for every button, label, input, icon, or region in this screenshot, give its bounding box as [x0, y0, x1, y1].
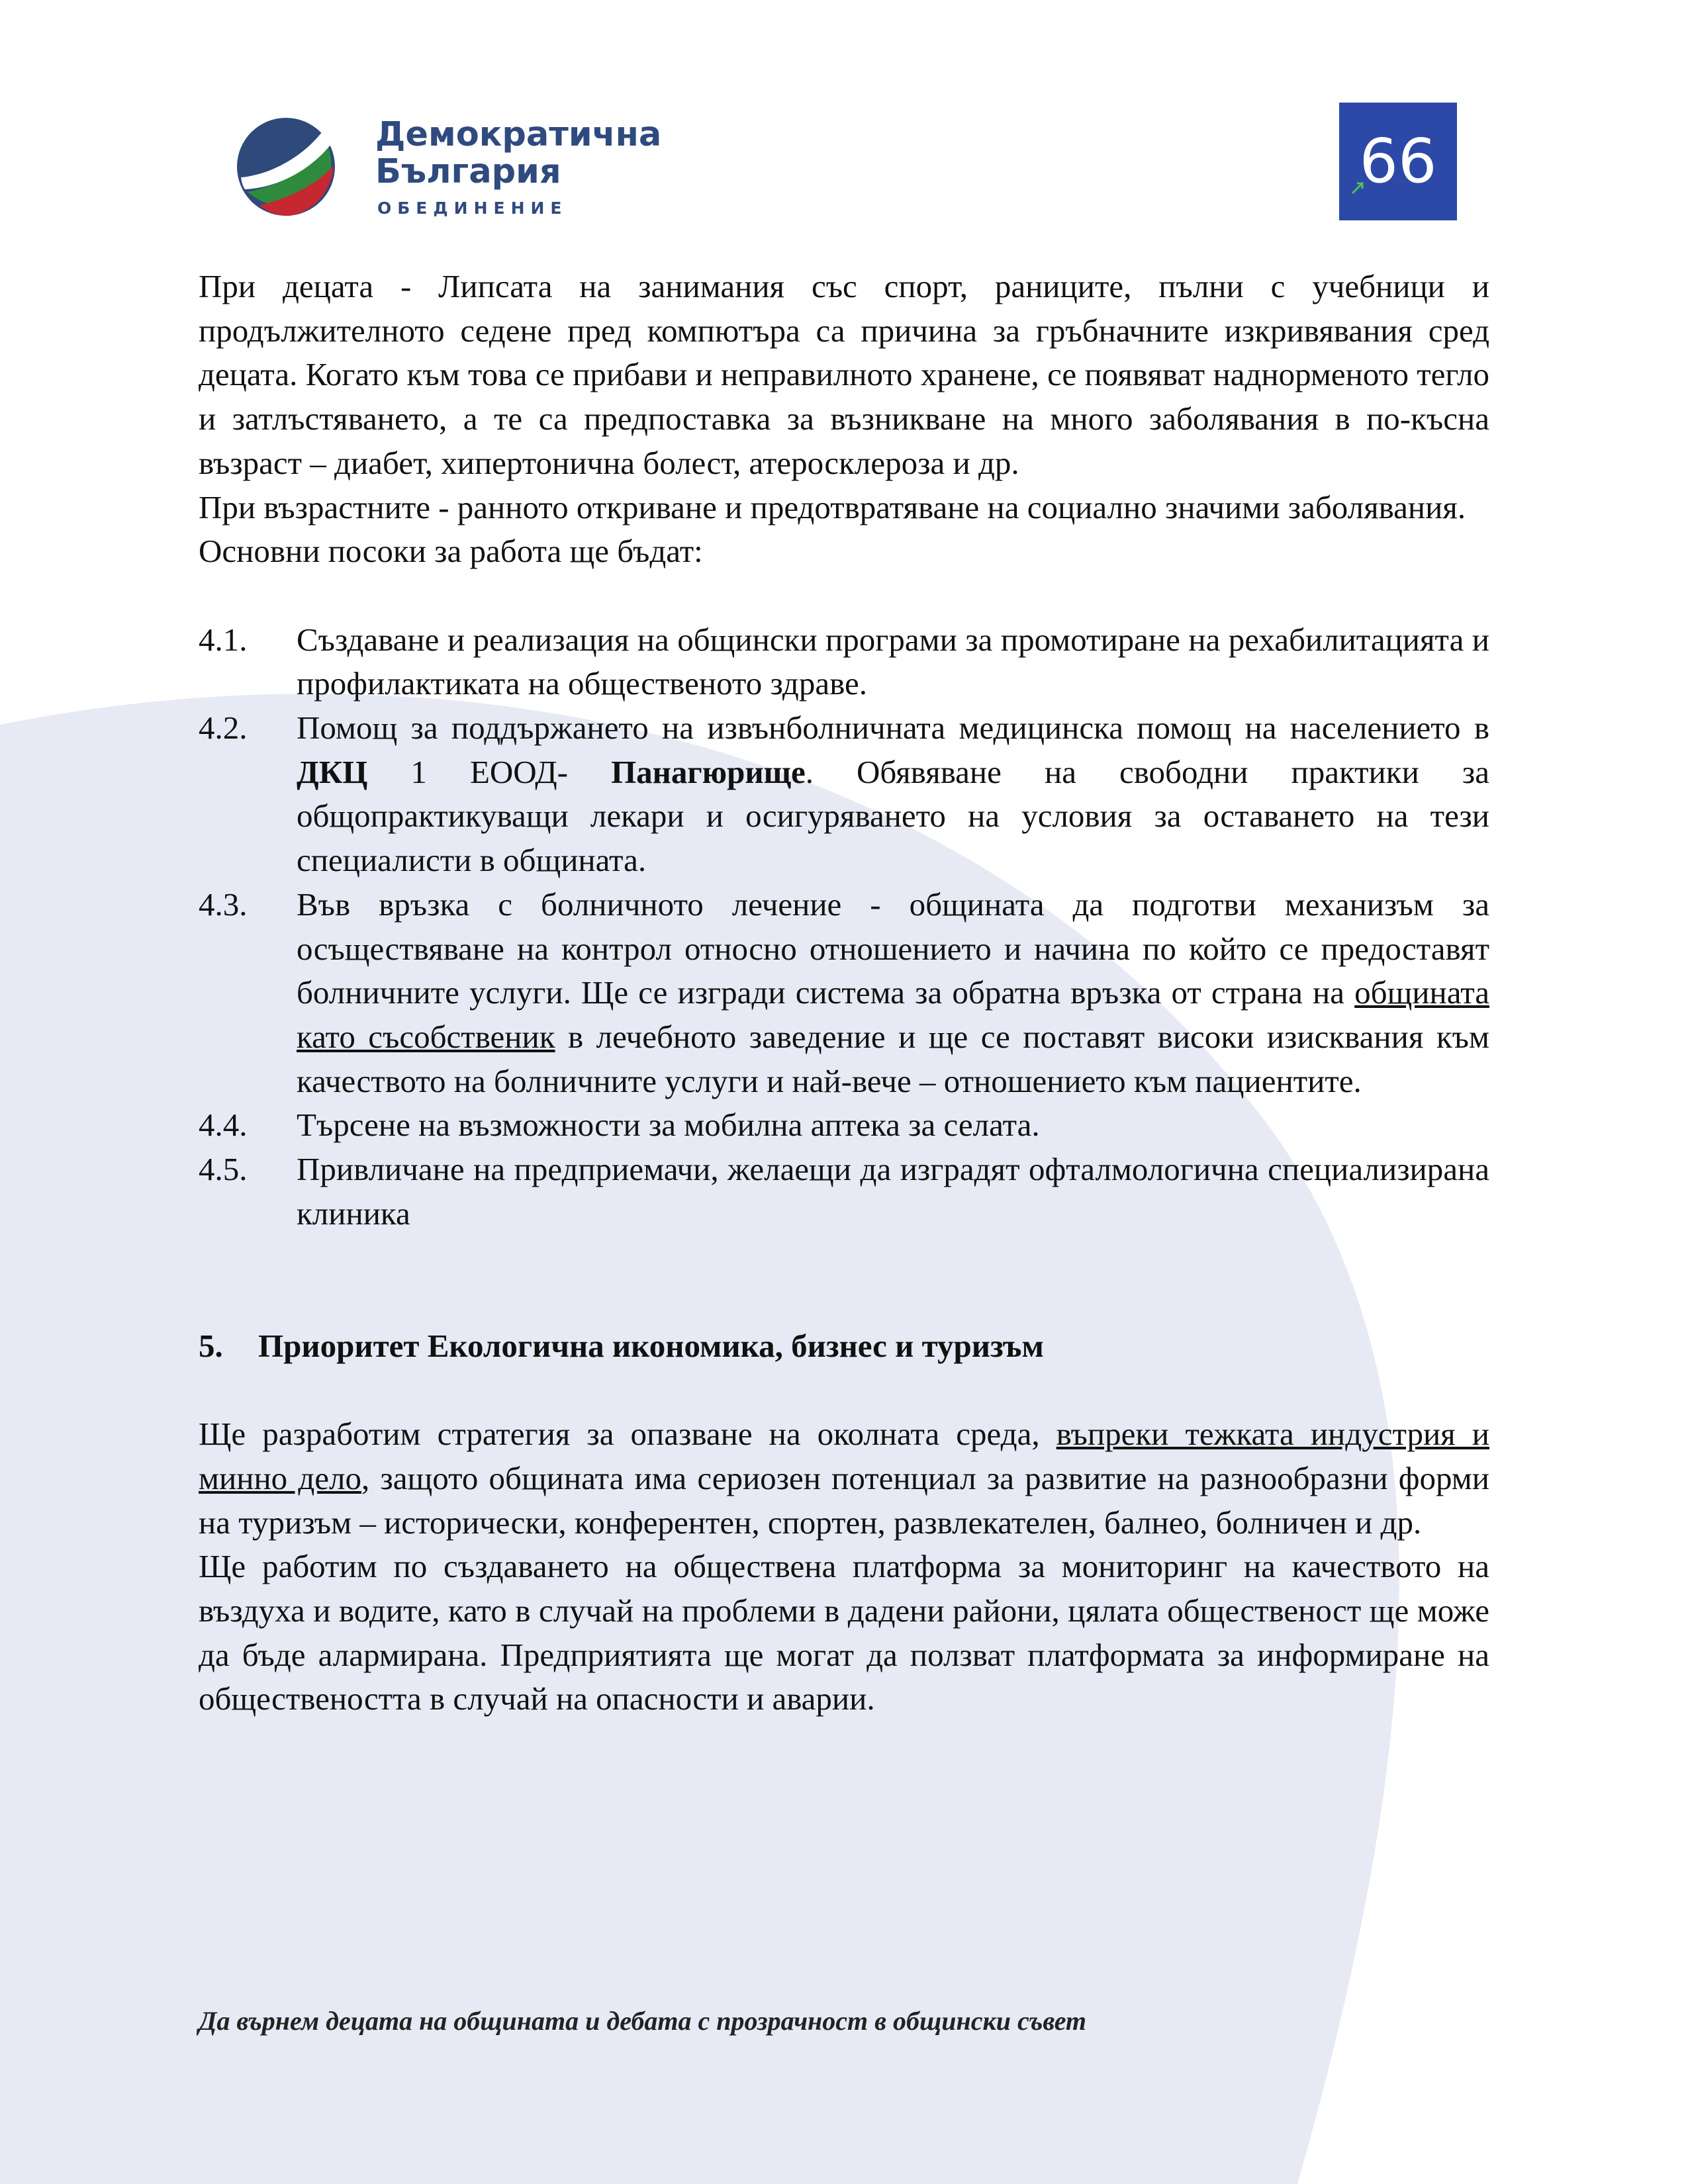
underlined-phrase: общината като съсобственик — [297, 974, 1489, 1055]
list-item: 4.2. Помощ за поддържането на извънболничната медицинска помощ на населението в ДКЦ 1 ЕООД- Панагюрище. Обявяване на свободни практики за общопрактикуващи лекари и осигуряването на условия за оставането на тези специалисти в общината. — [199, 706, 1489, 883]
list-item-text: Търсене на възможности за мобилна аптека за селата. — [297, 1107, 1040, 1144]
dkc-name: ДКЦ — [297, 753, 368, 790]
logo-line1: Демократична — [375, 115, 662, 154]
paragraph-strategy: Ще разработим стратегия за опазване на околната среда, въпреки тежката индустрия и минно дело, защото общината има сериозен потенциал за развитие на разнообразни форми на туризъм – исторически, конферентен, спортен, развлекателен, балнео, болничен и др. — [199, 1416, 1489, 1541]
section-heading — [199, 1324, 1489, 1369]
logo-line2: България — [375, 152, 561, 191]
list-item-text: Привличане на предприемачи, желаещи да изградят офталмологична специализирана клиника — [297, 1151, 1489, 1232]
footer-slogan: Да върнем децата на общината и дебата с прозрачност в общински съвет — [199, 2006, 1087, 2036]
list-item-text: Създаване и реализация на общински програми за промотиране на рехабилитацията и профилактиката на общественото здраве. — [297, 621, 1489, 702]
page-number: 66 — [1359, 126, 1437, 197]
list-item-number: 4.5. — [199, 1151, 248, 1188]
section-number: 5. — [199, 1327, 223, 1364]
list-item — [199, 1103, 1489, 1148]
document-body — [199, 265, 1489, 1721]
list-item — [199, 618, 1489, 706]
paragraph-elderly: При възрастните - ранното откриване и предотвратяване на социално значими заболявания. — [199, 488, 1466, 525]
underlined-phrase: въпреки тежката индустрия и минно дело — [199, 1416, 1489, 1496]
town-name: Панагюрище — [611, 753, 806, 790]
paragraph-directions-intro: Основни посоки за работа ще бъдат: — [199, 533, 703, 570]
paragraph-platform: Ще работим по създаването на обществена платформа за мониторинг на качеството на въздуха и водите, като в случай на проблеми в дадени райони, цялата общественост ще може да бъде алармирана. Предприятията ще могат да ползват платформата за информиране на обществеността в случай на опасности и аварии. — [199, 1548, 1489, 1717]
logo — [233, 114, 749, 226]
list-item-number: 4.3. — [199, 886, 248, 923]
list-item: 4.3. Във връзка с болничното лечение - общината да подготви механизъм за осъществяване на контрол относно отношението и начина по който се предоставят болничните услуги. Ще се изгради система за обратна връзка от страна на общината като съсобственик в лечебното заведение и ще се поставят високи изисквания към качеството на болничните услуги и най-вече – отношението към пациентите. — [199, 883, 1489, 1104]
list-item-number: 4.4. — [199, 1107, 248, 1144]
list-item-number: 4.2. — [199, 709, 248, 747]
logo-subtitle: ОБЕДИНЕНИЕ — [377, 199, 568, 218]
section-title: Приоритет Екологична икономика, бизнес и туризъм — [258, 1327, 1044, 1364]
directions-list — [199, 618, 1489, 1236]
list-item — [199, 1148, 1489, 1236]
page-number-badge — [1339, 103, 1457, 220]
logo-mark-icon — [233, 114, 339, 220]
paragraph-children: При децата - Липсата на занимания със спорт, раниците, пълни с учебници и продължителното седене пред компютъра са причина за гръбначните изкривявания сред децата. Когато към това се прибави и неправилното хранене, се появяват наднорменото тегло и затлъстяването, а те са предпоставка за възникване на много заболявания в по-късна възраст – диабет, хипертонична болест, атеросклероза и др. — [199, 268, 1489, 481]
arrow-icon — [1350, 181, 1365, 195]
list-item-number: 4.1. — [199, 621, 248, 658]
